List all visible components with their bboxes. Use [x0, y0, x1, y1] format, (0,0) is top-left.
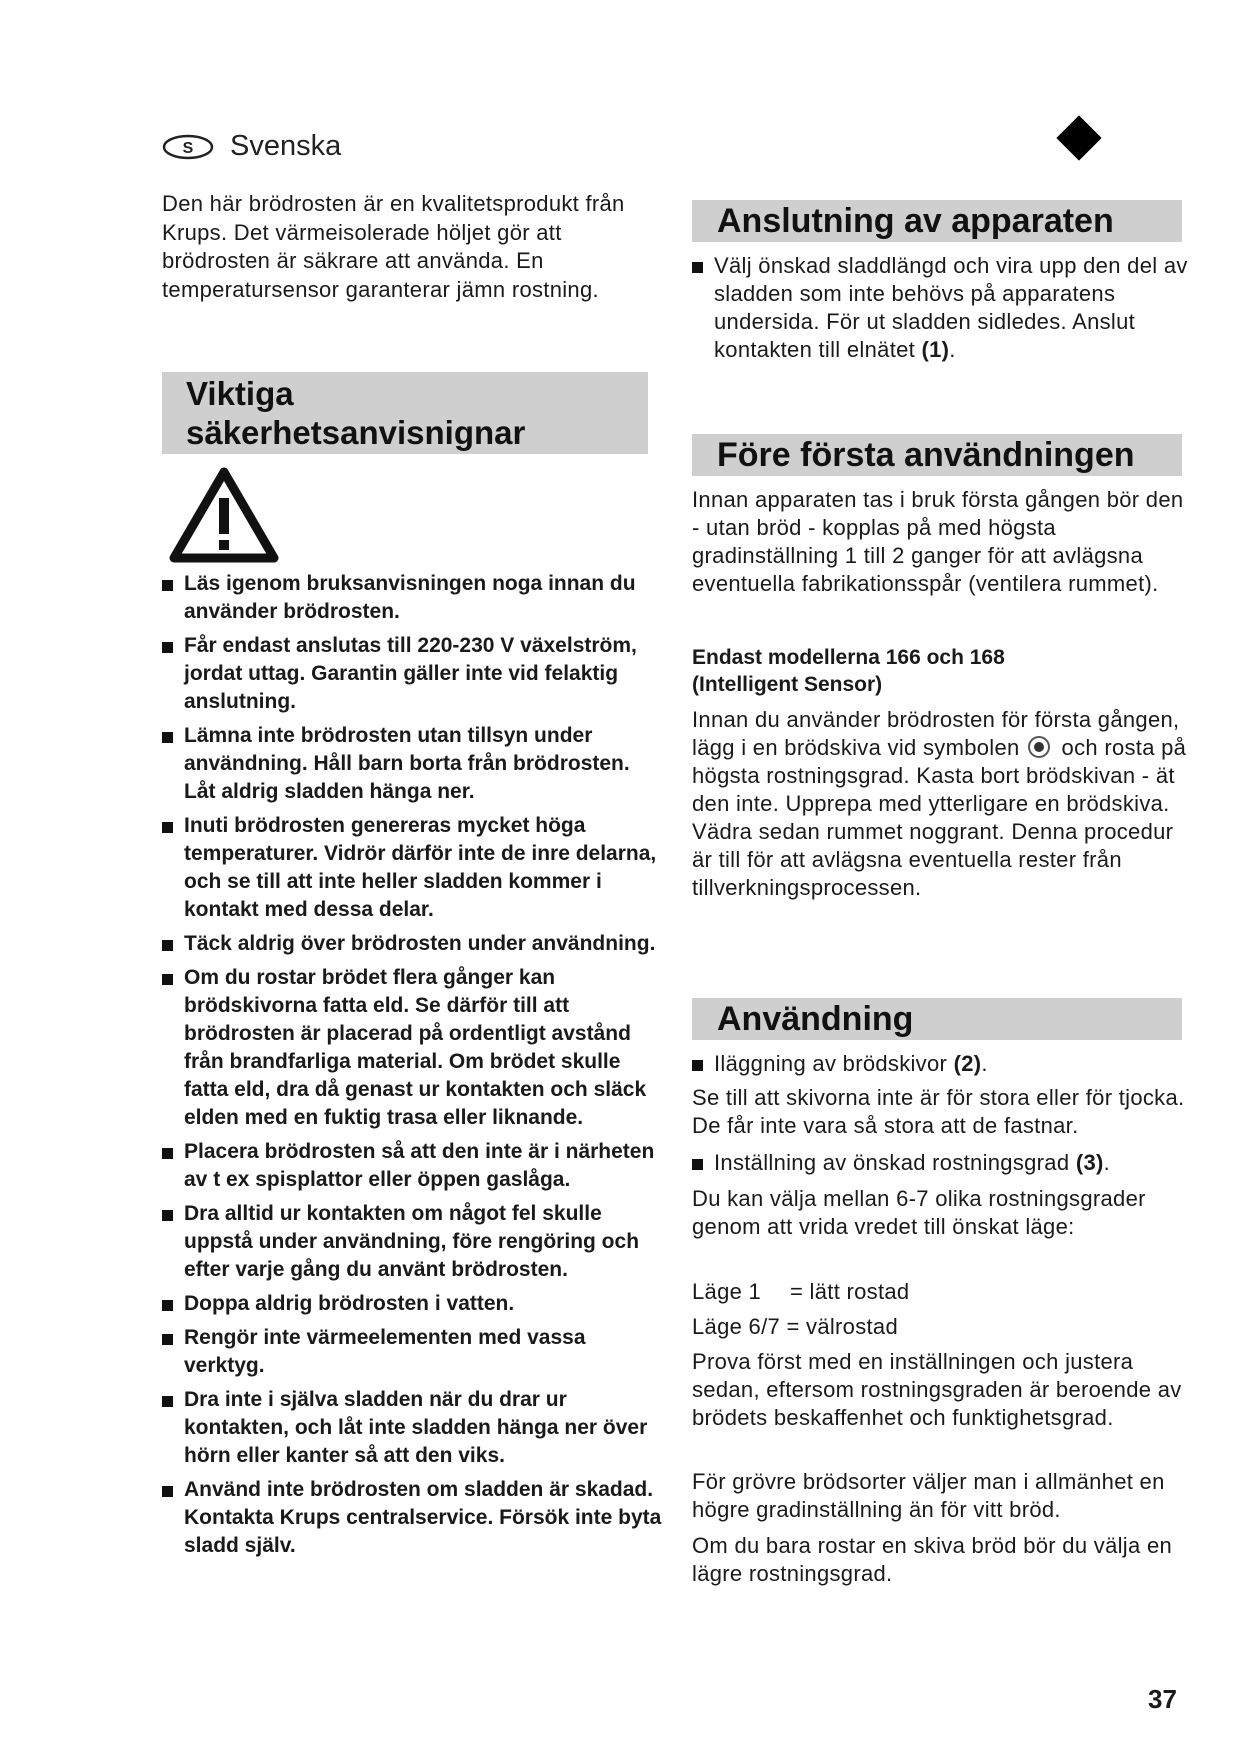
- list-item: Iläggning av brödskivor (2).: [692, 1050, 1192, 1078]
- language-label: Svenska: [230, 130, 342, 162]
- usage-list-1: [692, 1050, 1192, 1078]
- usage-text-4: För grövre brödsorter väljer man i allmänhet en högre gradinställning än för vitt bröd.: [692, 1469, 1165, 1522]
- list-item: Rengör inte värmeelementen med vassa verktyg.: [162, 1324, 662, 1380]
- list-item: Inuti brödrosten genereras mycket höga temperaturer. Vidrör därför inte de inre delarna, och se till att inte heller sladden kommer i kontakt med dessa delar.: [162, 812, 662, 924]
- usage-text-5: Om du bara rostar en skiva bröd bör du välja en lägre rostningsgrad.: [692, 1533, 1173, 1586]
- usage-list-2: [692, 1149, 1192, 1177]
- list-item: Använd inte brödrosten om sladden är skadad. Kontakta Krups centralservice. Försök inte byta sladd själv.: [162, 1476, 662, 1560]
- first-use-heading: Före första användningen: [692, 434, 1182, 476]
- list-item: Välj önskad sladdlängd och vira upp den del av sladden som inte behövs på apparatens undersida. För ut sladden sidledes. Anslut kontakten till elnätet (1).: [692, 252, 1192, 364]
- list-item: Doppa aldrig brödrosten i vatten.: [162, 1290, 662, 1318]
- list-item: Täck aldrig över brödrosten under användning.: [162, 930, 662, 958]
- usage-text-3: Prova först med en inställningen och justera sedan, eftersom rostningsgraden är beroende av brödets beskaffenhet och funktighetsgrad.: [692, 1349, 1182, 1430]
- list-item: Dra inte i själva sladden när du drar ur kontakten, och låt inte sladden hänga ner över hörn eller kanter så att den viks.: [162, 1386, 662, 1470]
- sensor-symbol-icon: [1028, 736, 1050, 758]
- safety-list: [162, 570, 662, 1566]
- level-1-row: Läge 1 = lätt rostad: [692, 1279, 910, 1304]
- level-2-row: Läge 6/7 = välrostad: [692, 1314, 898, 1339]
- svg-text:S: S: [182, 139, 194, 157]
- usage-heading: Användning: [692, 998, 1182, 1040]
- list-item: Får endast anslutas till 220-230 V växelström, jordat uttag. Garantin gäller inte vid felaktig anslutning.: [162, 632, 662, 716]
- models-subheading: Endast modellerna 166 och 168 (Intelligent Sensor): [692, 646, 1005, 696]
- usage-text-1: Se till att skivorna inte är för stora eller för tjocka. De får inte vara så stora att de fastnar.: [692, 1085, 1185, 1138]
- list-item: Läs igenom bruksanvisningen noga innan du använder brödrosten.: [162, 570, 662, 626]
- list-item: Lämna inte brödrosten utan tillsyn under användning. Håll barn borta från brödrosten. Låt aldrig sladden hänga ner.: [162, 722, 662, 806]
- intro-text: Den här brödrosten är en kvalitetsprodukt från Krups. Det värmeisolerade höljet gör att brödrosten är säkrare att använda. En temperatursensor garanterar jämn rostning.: [162, 191, 625, 302]
- language-indicator: [162, 130, 341, 163]
- warning-icon: [168, 466, 280, 564]
- list-item: Om du rostar brödet flera gånger kan brödskivorna fatta eld. Se därför till att brödrosten är placerad på ordentligt avstånd från brandfarliga material. Om brödet skulle fatta eld, dra då genast ur kontakten och släck elden med en fuktig trasa eller liknande.: [162, 964, 662, 1132]
- connection-heading: Anslutning av apparaten: [692, 200, 1182, 242]
- page-number: 37: [1148, 1684, 1177, 1714]
- first-use-text: Innan apparaten tas i bruk första gången bör den - utan bröd - kopplas på med högsta gradinställning 1 till 2 ganger för att avlägsna eventuella fabrikationsspår (ventilera rummet).: [692, 487, 1184, 596]
- usage-text-2: Du kan välja mellan 6-7 olika rostningsgrader genom att vrida vredet till önskat läge:: [692, 1186, 1146, 1239]
- diamond-marker-icon: [1056, 115, 1101, 160]
- list-item: Placera brödrosten så att den inte är i närheten av t ex spisplattor eller öppen gaslåga.: [162, 1138, 662, 1194]
- safety-heading: Viktiga säkerhetsanvisnignar: [162, 372, 648, 454]
- connection-list: [692, 252, 1192, 364]
- sensor-text: Innan du använder brödrosten för första gången, lägg i en brödskiva vid symbolen och rosta på högsta rostningsgrad. Kasta bort brödskivan - ät den inte. Upprepa med ytterligare en brödskiva. Vädra sedan rummet noggrant. Denna procedur är till för att avlägsna eventuella rester från tillverkningsprocessen.: [692, 707, 1187, 900]
- list-item: Dra alltid ur kontakten om något fel skulle uppstå under användning, före rengöring och efter varje gång du använt brödrosten.: [162, 1200, 662, 1284]
- language-badge-icon: [162, 133, 214, 161]
- list-item: Inställning av önskad rostningsgrad (3).: [692, 1149, 1192, 1177]
